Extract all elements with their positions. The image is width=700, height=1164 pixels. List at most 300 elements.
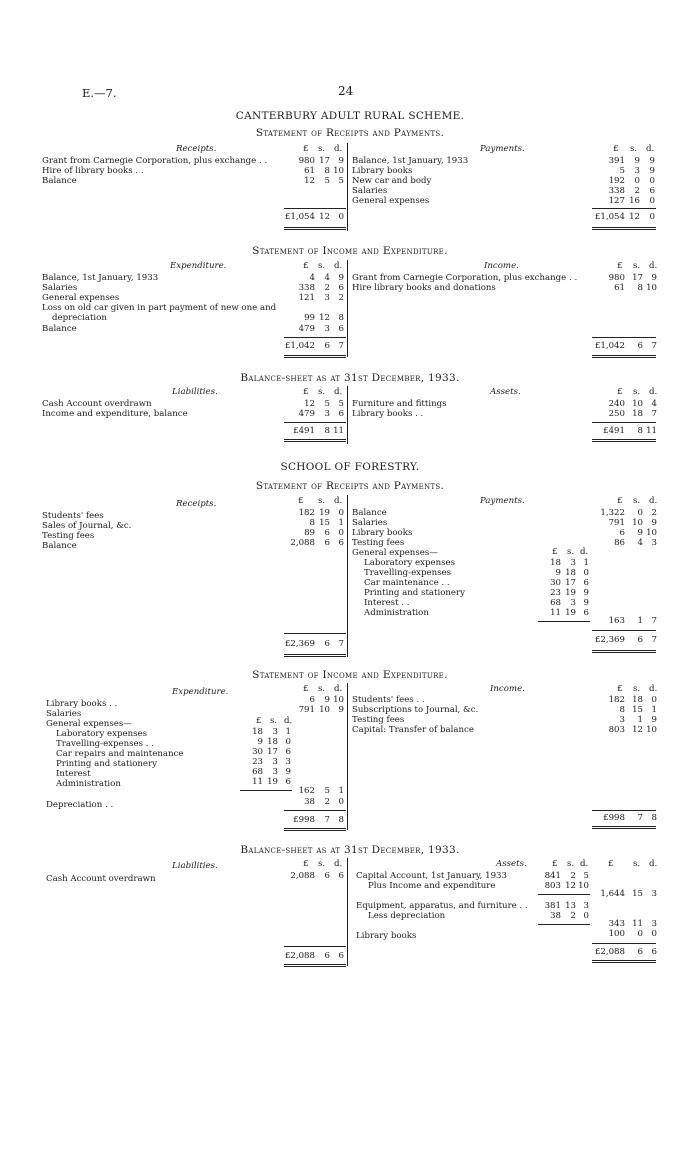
col-pence: d. [334,684,343,694]
ledger-shillings: 5 [324,399,330,409]
ledger-pence: 6 [338,538,344,548]
ledger-pence: 9 [649,166,655,176]
ledger-shillings: 0 [637,508,643,518]
ledger-label: Balance, 1st January, 1933 [352,156,469,166]
double-rule [592,652,656,653]
total-pounds: £491 [293,426,315,436]
total-pounds: £1,054 [594,212,625,222]
ledger-pence: 9 [338,273,344,283]
col-shillings: s. [318,387,326,397]
ledger-pounds: 381 [544,901,561,911]
ledger-pence: 6 [583,578,589,588]
ledger-shillings: 3 [634,166,640,176]
ledger-pence: 9 [583,598,589,608]
ledger-pence: 9 [338,156,344,166]
double-rule [592,355,656,356]
col-shillings: s. [630,144,638,154]
ledger-label: Subscriptions to Journal, &c. [352,705,479,715]
ledger-label: Library books [356,931,417,941]
ledger-label: Balance [42,541,77,551]
ledger-pence: 6 [338,283,344,293]
col-shillings: s. [633,261,641,271]
canterbury-bs-title: Balance-sheet as at 31st December, 1933. [240,372,460,384]
double-rule [284,656,346,657]
col-pounds: £ [303,261,309,271]
col-pence: d. [649,496,658,506]
ledger-pounds: 61 [614,283,625,293]
ledger-shillings: 1 [637,715,643,725]
ledger-pounds: 8 [619,705,625,715]
double-rule [284,964,346,965]
ledger-shillings: 15 [632,705,643,715]
ledger-pounds: 86 [614,538,625,548]
total-shillings: 6 [637,635,643,645]
ledger-pounds: 38 [550,911,561,921]
ledger-label: General expenses [42,293,120,303]
ledger-pounds: 89 [304,528,315,538]
assets-heading: Assets. [496,859,527,869]
ledger-pence: 0 [583,911,589,921]
total-rule [284,633,346,634]
ledger-shillings: 2 [570,871,576,881]
ledger-pence: 1 [651,705,657,715]
ledger-shillings: 19 [267,777,278,787]
ledger-pounds: 803 [608,725,625,735]
col-pounds: £ [608,859,614,869]
col-pounds: £ [617,496,623,506]
ledger-shillings: 9 [637,528,643,538]
ledger-shillings: 18 [565,568,576,578]
double-rule [592,826,656,827]
ledger-pence: 0 [651,695,657,705]
ledger-shillings: 3 [324,293,330,303]
subtotal-pounds: 1,644 [600,889,625,899]
column-divider [347,143,348,231]
total-shillings: 6 [637,947,643,957]
total-pence: 11 [333,426,344,436]
ledger-pence: 6 [285,777,291,787]
ledger-pence: 0 [338,797,344,807]
ledger-pounds: 791 [298,705,315,715]
ledger-label: Depreciation . . [46,800,114,810]
ledger-pence: 0 [285,737,291,747]
total-pence: 0 [338,212,344,222]
total-pounds: £2,369 [594,635,625,645]
col-shillings: s. [633,387,641,397]
ledger-label: Interest [56,769,91,779]
ledger-pence: 6 [583,608,589,618]
ledger-shillings: 19 [565,608,576,618]
ledger-shillings: 6 [324,871,330,881]
total-pounds: £1,042 [594,341,625,351]
col-pence: d. [649,859,658,869]
ledger-pence: 10 [646,283,657,293]
ledger-shillings: 12 [632,725,643,735]
expenditure-heading: Expenditure. [170,261,227,271]
ledger-shillings: 0 [634,176,640,186]
ledger-shillings: 17 [632,273,643,283]
canterbury-ie-title: Statement of Income and Expenditure. [252,245,448,257]
income-heading: Income. [484,261,519,271]
col-pounds: £ [613,144,619,154]
ledger-label: depreciation [52,313,107,323]
forestry-bs-title: Balance-sheet as at 31st December, 1933. [240,844,460,856]
ledger-label: Library books . . [46,699,118,709]
ledger-pence: 0 [649,176,655,186]
col-pounds: £ [298,496,304,506]
ledger-shillings: 12 [319,313,330,323]
ledger-label: Equipment, apparatus, and furniture . . [356,901,528,911]
ledger-label: Library books . . [352,409,424,419]
ledger-pence: 5 [583,871,589,881]
ledger-pence: 9 [651,518,657,528]
col-pence: d. [649,684,658,694]
ledger-pounds: 803 [544,881,561,891]
total-pence: 6 [338,951,344,961]
subtotal-pence: 3 [651,919,657,929]
ledger-pounds: 391 [608,156,625,166]
col-shillings: s. [567,547,575,557]
ledger-pence: 0 [338,508,344,518]
column-divider [347,858,348,966]
col-shillings: s. [318,144,326,154]
ledger-shillings: 13 [565,901,576,911]
ledger-pounds: 30 [252,747,263,757]
ledger-pence: 10 [333,695,344,705]
ledger-label: Interest . . [364,598,410,608]
col-shillings: s. [318,684,326,694]
ledger-pence: 2 [651,508,657,518]
col-pence: d. [334,496,343,506]
ledger-pounds: 338 [608,186,625,196]
ledger-pounds: 1,322 [600,508,625,518]
ledger-pence: 0 [338,528,344,538]
total-rule [592,208,656,209]
ledger-label: Car repairs and maintenance [56,749,184,759]
ledger-shillings: 3 [272,727,278,737]
subtotal-shillings: 11 [632,919,643,929]
total-shillings: 6 [324,951,330,961]
double-rule [592,357,656,358]
total-pence: 7 [338,639,344,649]
ledger-pounds: 791 [608,518,625,528]
ledger-label: Grant from Carnegie Corporation, plus exchange . . [42,156,268,166]
total-rule [592,630,656,631]
subtotal-pounds: 162 [298,786,315,796]
ledger-label: Balance [352,508,387,518]
total-shillings: 6 [324,341,330,351]
ledger-shillings: 15 [319,518,330,528]
ledger-pence: 10 [578,881,589,891]
ledger-shillings: 17 [319,156,330,166]
double-rule [284,654,346,655]
total-rule [284,208,346,209]
receipts-heading: Receipts. [176,144,217,154]
ledger-shillings: 16 [629,196,640,206]
ledger-label: Cash Account overdrawn [46,874,156,884]
ledger-pounds: 11 [252,777,263,787]
ledger-label: Grant from Carnegie Corporation, plus exchange . . [352,273,578,283]
double-rule [284,355,346,356]
ledger-label: Library books [352,528,413,538]
ledger-pence: 9 [649,156,655,166]
subtotal-pounds: 343 [608,919,625,929]
liabilities-heading: Liabilities. [172,387,218,397]
ledger-pounds: 841 [544,871,561,881]
ledger-label: Hire of library books . . [42,166,144,176]
canterbury-rp-title: Statement of Receipts and Payments. [255,127,445,139]
ledger-label: Balance [42,324,77,334]
ledger-shillings: 10 [632,399,643,409]
double-rule [592,441,656,442]
ledger-pounds: 30 [550,578,561,588]
col-pounds: £ [303,144,309,154]
total-pence: 7 [651,635,657,645]
ledger-shillings: 3 [272,767,278,777]
ledger-shillings: 2 [634,186,640,196]
ledger-pounds: 127 [608,196,625,206]
total-rule [284,422,346,423]
col-pounds: £ [303,387,309,397]
subtotal-shillings: 1 [637,616,643,626]
expenditure-heading: Expenditure. [172,687,229,697]
assets-heading: Assets. [490,387,521,397]
ledger-label: Balance [42,176,77,186]
total-pounds: £1,042 [284,341,315,351]
ledger-pounds: 479 [298,324,315,334]
double-rule [284,357,346,358]
subtotal-rule [538,924,590,925]
ledger-pence: 9 [338,705,344,715]
ledger-shillings: 9 [324,695,330,705]
ledger-shillings: 2 [324,797,330,807]
ledger-pence: 9 [651,273,657,283]
total-pounds: £2,369 [284,639,315,649]
total-pence: 7 [338,341,344,351]
ledger-pounds: 182 [608,695,625,705]
ledger-pounds: 23 [252,757,263,767]
subtotal-pence: 7 [651,616,657,626]
column-divider [347,386,348,444]
ledger-pence: 9 [583,588,589,598]
receipts-heading: Receipts. [176,499,217,509]
ledger-label: General expenses [352,196,430,206]
ledger-pounds: 23 [550,588,561,598]
ledger-pounds: 121 [298,293,315,303]
ledger-pence: 1 [583,558,589,568]
ledger-shillings: 2 [570,911,576,921]
ledger-label: Administration [364,608,429,618]
ledger-pence: 5 [338,399,344,409]
ledger-shillings: 10 [319,705,330,715]
subtotal-shillings: 5 [324,786,330,796]
general-expenses-label: General expenses— [352,548,438,558]
subtotal-rule [538,894,590,895]
col-shillings: s. [633,496,641,506]
ledger-shillings: 3 [570,598,576,608]
col-shillings: s. [633,859,641,869]
col-pence: d. [580,547,589,557]
ledger-pence: 4 [651,399,657,409]
ledger-shillings: 12 [565,881,576,891]
ledger-pounds: 6 [619,528,625,538]
total-shillings: 6 [324,639,330,649]
ledger-shillings: 9 [634,156,640,166]
total-pence: 6 [651,947,657,957]
ledger-pounds: 6 [309,695,315,705]
ledger-label: Salaries [352,518,388,528]
total-pounds: £491 [603,426,625,436]
ledger-label: Car maintenance . . [364,578,450,588]
total-shillings: 7 [637,813,643,823]
ledger-pounds: 2,088 [290,871,315,881]
total-pence: 8 [338,815,344,825]
ledger-label: Laboratory expenses [56,729,148,739]
double-rule [284,828,346,829]
col-shillings: s. [318,261,326,271]
col-shillings: s. [567,859,575,869]
subtotal-shillings: 15 [632,889,643,899]
col-pence: d. [646,144,655,154]
ledger-pounds: 61 [304,166,315,176]
ledger-shillings: 0 [637,929,643,939]
ledger-pounds: 240 [608,399,625,409]
ledger-label: Salaries [352,186,388,196]
ledger-shillings: 2 [324,283,330,293]
col-pounds: £ [256,716,262,726]
double-rule [592,439,656,440]
ledger-pounds: 12 [304,176,315,186]
ledger-label: Students' fees . . [352,695,425,705]
double-rule [592,828,656,829]
col-pence: d. [334,144,343,154]
payments-heading: Payments. [480,144,525,154]
subtotal-pence: 3 [651,889,657,899]
ledger-pence: 1 [285,727,291,737]
col-pence: d. [334,261,343,271]
ledger-label: New car and body [352,176,432,186]
ledger-shillings: 17 [267,747,278,757]
double-rule [592,650,656,651]
ledger-shillings: 6 [324,538,330,548]
double-rule [284,227,346,228]
total-shillings: 8 [637,426,643,436]
total-rule [592,810,656,811]
ledger-pounds: 12 [304,399,315,409]
col-pounds: £ [617,387,623,397]
total-rule [592,943,656,944]
ledger-label: Cash Account overdrawn [42,399,152,409]
ledger-label: Laboratory expenses [364,558,456,568]
ledger-shillings: 18 [267,737,278,747]
ledger-pounds: 9 [257,737,263,747]
total-shillings: 6 [637,341,643,351]
total-pence: 7 [651,341,657,351]
ledger-shillings: 4 [637,538,643,548]
ledger-label: Loss on old car given in part payment of new one and [42,303,277,313]
ledger-pence: 6 [285,747,291,757]
ledger-shillings: 17 [565,578,576,588]
ledger-pence: 9 [285,767,291,777]
subtotal-pounds: 163 [608,616,625,626]
ledger-pence: 0 [583,568,589,578]
subtotal-pence: 1 [338,786,344,796]
ledger-pounds: 2,088 [290,538,315,548]
subtotal-rule [538,621,590,622]
total-rule [284,946,346,947]
ledger-pounds: 338 [298,283,315,293]
col-pence: d. [284,716,293,726]
col-shillings: s. [318,496,326,506]
ledger-pounds: 68 [252,767,263,777]
ledger-label: Printing and stationery [364,588,465,598]
total-shillings: 12 [319,212,330,222]
double-rule [284,966,346,967]
ledger-pounds: 18 [550,558,561,568]
ledger-label: Travelling-expenses . . [56,739,154,749]
double-rule [592,227,656,228]
total-rule [592,337,656,338]
ledger-shillings: 18 [632,695,643,705]
ledger-pounds: 99 [304,313,315,323]
ledger-label: Testing fees [352,715,405,725]
col-shillings: s. [270,716,278,726]
double-rule [592,962,656,963]
total-pence: 0 [649,212,655,222]
double-rule [592,229,656,230]
ledger-label: Hire library books and donations [352,283,496,293]
section-title-canterbury: CANTERBURY ADULT RURAL SCHEME. [235,110,465,122]
ledger-label: Administration [56,779,121,789]
ledger-label: Library books [352,166,413,176]
ledger-label: Income and expenditure, balance [42,409,188,419]
ledger-label: Balance, 1st January, 1933 [42,273,159,283]
ledger-pence: 2 [338,293,344,303]
ledger-pence: 0 [649,196,655,206]
total-pence: 11 [646,426,657,436]
total-pence: 8 [651,813,657,823]
ledger-shillings: 8 [324,166,330,176]
total-pounds: £998 [293,815,315,825]
ledger-pounds: 250 [608,409,625,419]
ledger-pence: 6 [338,871,344,881]
page-reference: E.—7. [82,86,117,100]
ledger-pence: 10 [333,166,344,176]
ledger-shillings: 6 [324,528,330,538]
ledger-pounds: 9 [555,568,561,578]
ledger-pounds: 38 [304,797,315,807]
double-rule [284,229,346,230]
total-shillings: 12 [629,212,640,222]
ledger-label: Travelling-expenses [364,568,452,578]
total-rule [592,422,656,423]
total-shillings: 7 [324,815,330,825]
ledger-shillings: 5 [324,176,330,186]
ledger-shillings: 3 [272,757,278,767]
ledger-pounds: 5 [619,166,625,176]
double-rule [592,960,656,961]
ledger-label: Salaries [46,709,82,719]
ledger-pence: 6 [338,409,344,419]
ledger-pence: 3 [651,538,657,548]
ledger-pounds: 8 [309,518,315,528]
ledger-label: Capital Account, 1st January, 1933 [356,871,507,881]
ledger-pounds: 980 [608,273,625,283]
ledger-pence: 6 [338,324,344,334]
payments-heading: Payments. [480,496,525,506]
ledger-shillings: 3 [324,324,330,334]
ledger-label: Students' fees [42,511,104,521]
